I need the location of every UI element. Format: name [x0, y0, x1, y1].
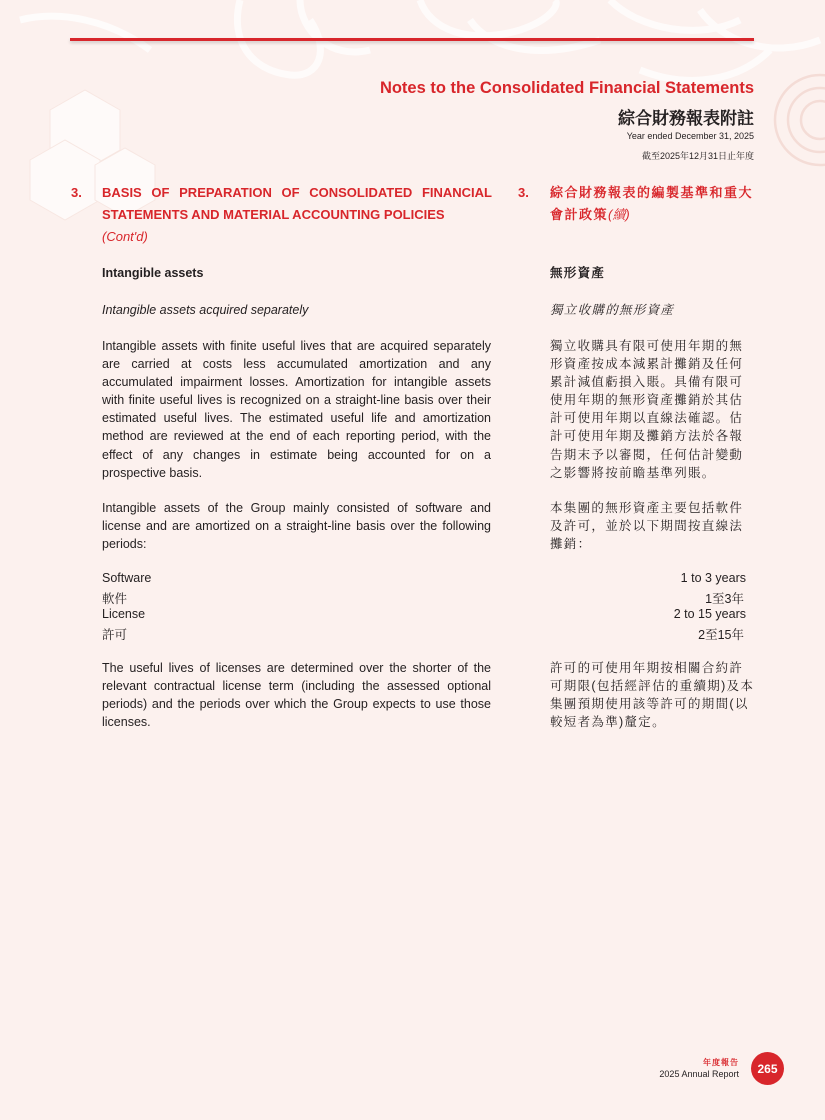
period-label-license: License	[102, 607, 146, 621]
period-value-software: 1 to 3 years	[680, 571, 746, 585]
section-number-en: 3.	[71, 185, 82, 200]
footer-report-en: 2025 Annual Report	[659, 1069, 739, 1079]
period-label-software: Software	[102, 571, 152, 585]
section-contd-zh: (續)	[608, 207, 630, 222]
footer-report-zh: 年度報告	[703, 1058, 739, 1067]
section-title-zh	[550, 182, 755, 226]
heading-zh: 無形資產	[550, 266, 606, 280]
subheading-zh: 獨立收購的無形資產	[550, 303, 675, 317]
section-contd-en: (Cont'd)	[102, 229, 148, 244]
page-title-zh: 綜合財務報表附註	[618, 109, 754, 128]
paragraph-3-en: The useful lives of licenses are determined over the shorter of the relevant contractual license term (including the assessed optional periods) and the periods over which the Group expects to use those licenses.	[102, 661, 491, 730]
top-rule	[70, 38, 754, 41]
paragraph-1-zh: 獨立收購具有限可使用年期的無形資產按成本減累計攤銷及任何累計減值虧損入賬。具備有限可使用年期的無形資產攤銷於其估計可使用年期以直線法確認。估計可使用年期及攤銷方法於各報告期末予以審閱，任何估計變動之影響將按前瞻基準列賬。	[550, 339, 744, 480]
page-number: 265	[751, 1052, 784, 1085]
heading-en: Intangible assets	[102, 266, 204, 280]
period-value-software-zh: 1至3年	[705, 592, 744, 606]
period-value-license: 2 to 15 years	[673, 607, 746, 621]
period-zh: 截至2025年12月31日止年度	[641, 151, 754, 161]
paragraph-2-zh: 本集團的無形資產主要包括軟件及許可，並於以下期間按直線法攤銷：	[550, 501, 744, 552]
period-label-software-zh: 軟件	[102, 592, 128, 606]
section-title-en-text: BASIS OF PREPARATION OF CONSOLIDATED FINANCIAL STATEMENTS AND MATERIAL ACCOUNTING POLICIES	[102, 185, 492, 222]
paragraph-2-en: Intangible assets of the Group mainly consisted of software and license and are amortized on a straight-line basis over the following periods:	[102, 501, 491, 552]
section-title-zh-text: 綜合財務報表的編製基準和重大會計政策	[550, 185, 754, 222]
section-title-en	[102, 182, 492, 248]
subheading-en: Intangible assets acquired separately	[102, 303, 309, 317]
period-en: Year ended December 31, 2025	[626, 131, 754, 141]
paragraph-1-en: Intangible assets with finite useful lives that are acquired separately are carried at costs less accumulated amortization and any accumulated impairment losses. Amortization for intangible assets with finite useful lives is recognized on a straight-line basis over their estimated useful lives. The estimated useful life and amortization method are reviewed at the end of each reporting period, with the effect of any changes in estimate being accounted for on a prospective basis.	[102, 339, 491, 480]
period-value-license-zh: 2至15年	[698, 628, 744, 642]
paragraph-3-zh: 許可的可使用年期按相關合約許可期限(包括經評估的重續期)及本集團預期使用該等許可的期間(以較短者為準)釐定。	[550, 661, 755, 730]
page-title-en: Notes to the Consolidated Financial Statements	[379, 79, 754, 97]
section-number-zh: 3.	[518, 185, 529, 200]
period-label-license-zh: 許可	[102, 628, 128, 642]
